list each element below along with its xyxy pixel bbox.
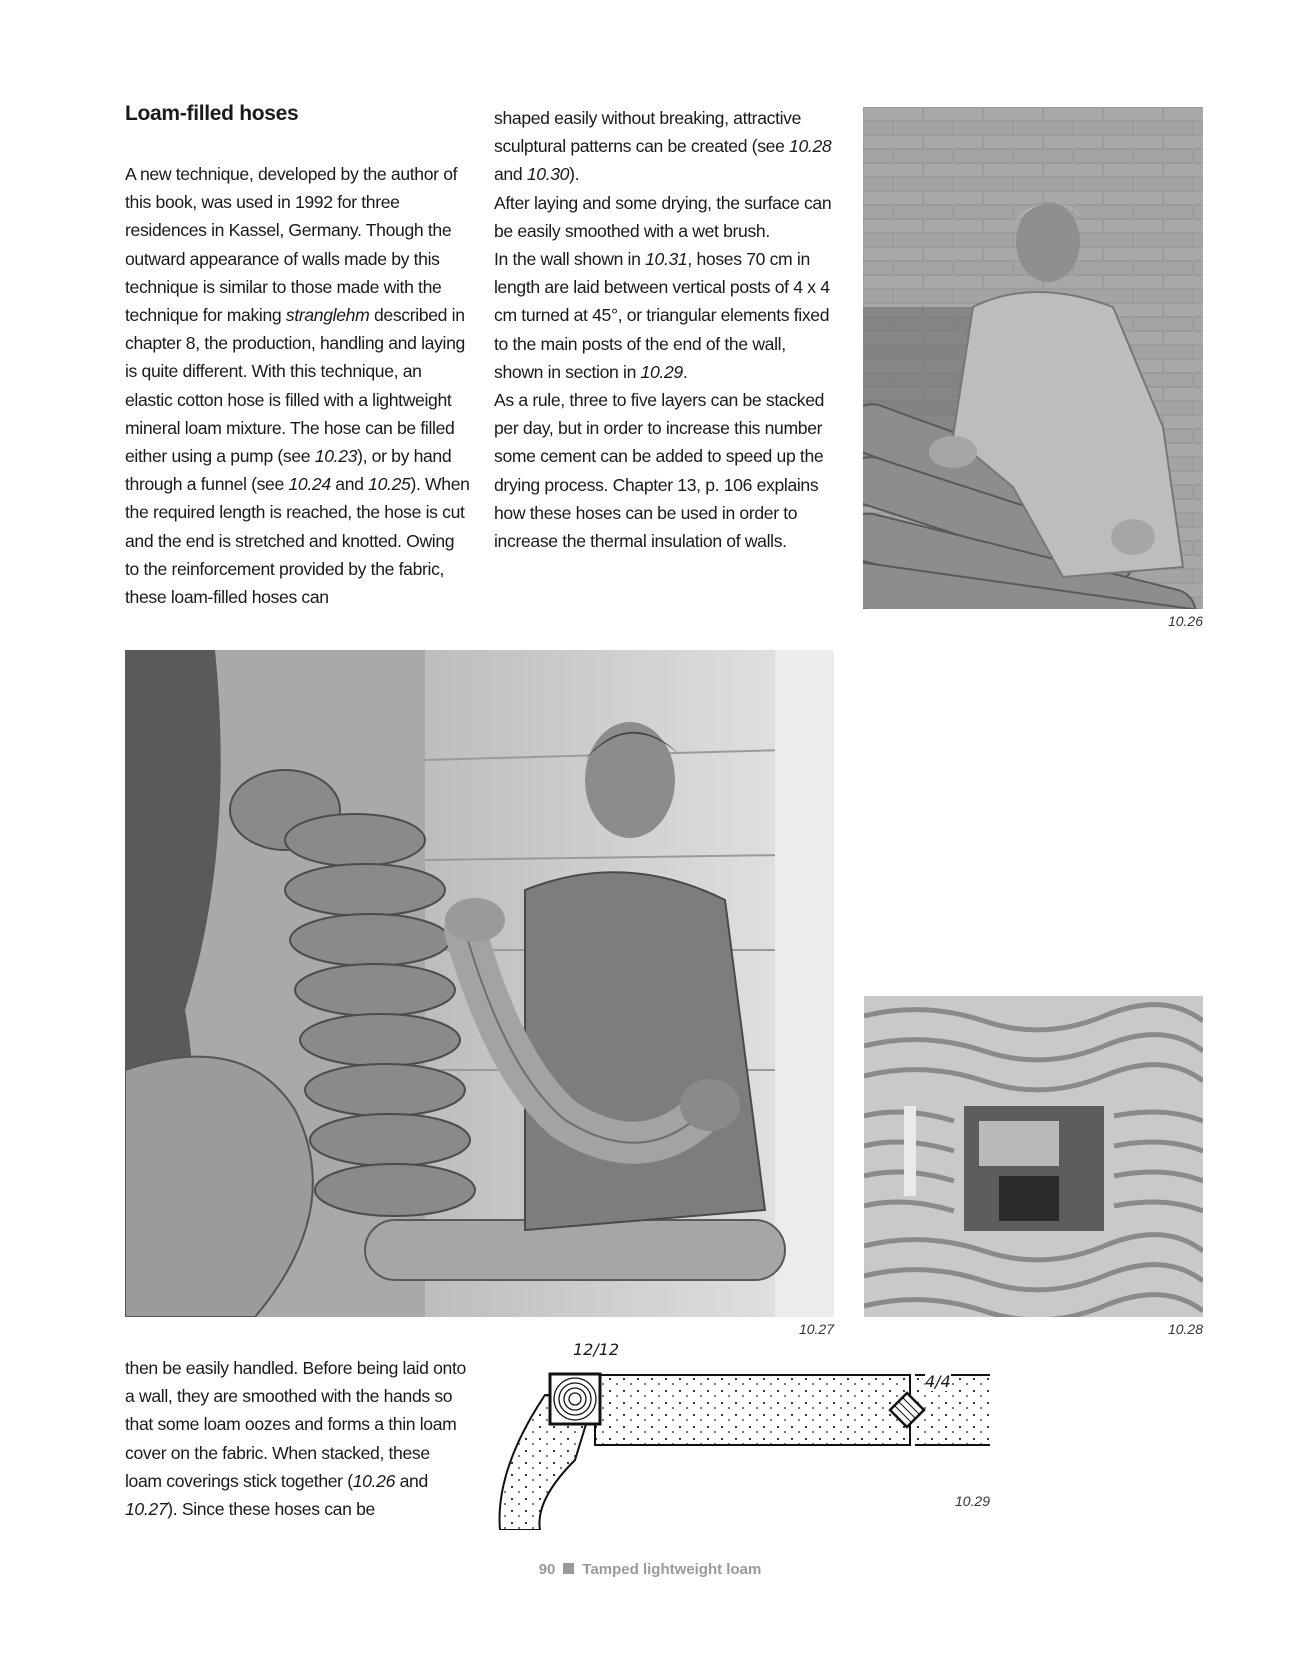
italic-reference: 10.29 [640,361,683,382]
text-run: then be easily handled. Before being laid onto a wall, they are smoothed with the hands so that some loam oozes and forms a thin loam cover on the fabric. When stacked, these loam coverings stick together ( [125,1358,466,1491]
section-heading: Loam-filled hoses [125,102,299,125]
text-run: A new technique, developed by the author of this book, was used in 1992 for three residences in Kassel, Germany. Though the outward appearance of walls made by this technique is similar to those made with the technique for making [125,164,458,326]
photo-10-28 [864,996,1203,1317]
paragraph [494,189,839,245]
paragraph [125,160,470,611]
caption-10-28: 10.28 [1167,1321,1203,1337]
italic-reference: 10.24 [288,474,331,495]
text-run: ), or by hand through a funnel (see [125,446,452,495]
text-run: ). [569,164,580,185]
text-column-2 [494,104,839,555]
photo-10-27-illustration [125,650,834,1317]
text-run: ). When the required length is reached, the hose is cut and the end is stretched and knotted. Owing to the reinforcement provided by the fabric, these loam-filled hoses can [125,474,470,608]
photo-10-28-illustration [864,996,1203,1317]
text-run: . [682,361,688,382]
italic-reference: stranglehm [285,305,370,326]
page-number: 90 [538,1561,556,1578]
drawing-label-post: 12/12 [573,1340,620,1359]
italic-reference: 10.26 [352,1470,396,1491]
paragraph [494,386,839,555]
text-run: shaped easily without breaking, attractive sculptural patterns can be created (see [494,108,802,157]
paragraph [494,245,839,386]
italic-reference: 10.27 [125,1499,168,1520]
text-column-1 [125,160,470,611]
text-run: described in chapter 8, the production, handling and laying is quite different. With this technique, an elastic cotton hose is filled with a lightweight mineral loam mixture. The hose can be filled either using a pump (see [125,305,465,467]
paragraph [494,104,839,189]
text-run: and [494,164,527,185]
caption-10-27: 10.27 [798,1321,834,1337]
text-run: In the wall shown in [494,249,646,270]
italic-reference: 10.23 [314,446,358,467]
caption-10-26: 10.26 [1167,613,1203,629]
text-run: ). Since these hoses can be [167,1499,375,1520]
photo-10-26-illustration [863,107,1203,609]
section-title: Tamped lightweight loam [582,1561,762,1578]
text-run: After laying and some drying, the surface can be easily smoothed with a wet brush. [494,192,832,241]
square-bullet-icon [563,1563,574,1574]
text-run: and [395,1470,428,1491]
italic-reference: 10.28 [789,136,832,157]
paragraph [125,1354,470,1523]
italic-reference: 10.30 [526,164,570,185]
photo-10-26 [863,107,1203,609]
page-footer [0,1561,1300,1578]
drawing-label-small-post: 4/4 [925,1372,951,1391]
text-run: and [330,474,369,495]
italic-reference: 10.31 [645,249,688,270]
text-run: , hoses 70 cm in length are laid between vertical posts of 4 x 4 cm turned at 45°, or triangular elements fixed to the main posts of the end of the wall, shown in section in [494,249,830,382]
text-run: As a rule, three to five layers can be stacked per day, but in order to increase this number some cement can be added to speed up the drying process. Chapter 13, p. 106 explains how these hoses can be used in order to increase the thermal insulation of walls. [494,390,825,552]
text-column-3 [125,1354,470,1523]
caption-10-29: 10.29 [954,1493,990,1509]
photo-10-27 [125,650,834,1317]
italic-reference: 10.25 [368,474,411,495]
